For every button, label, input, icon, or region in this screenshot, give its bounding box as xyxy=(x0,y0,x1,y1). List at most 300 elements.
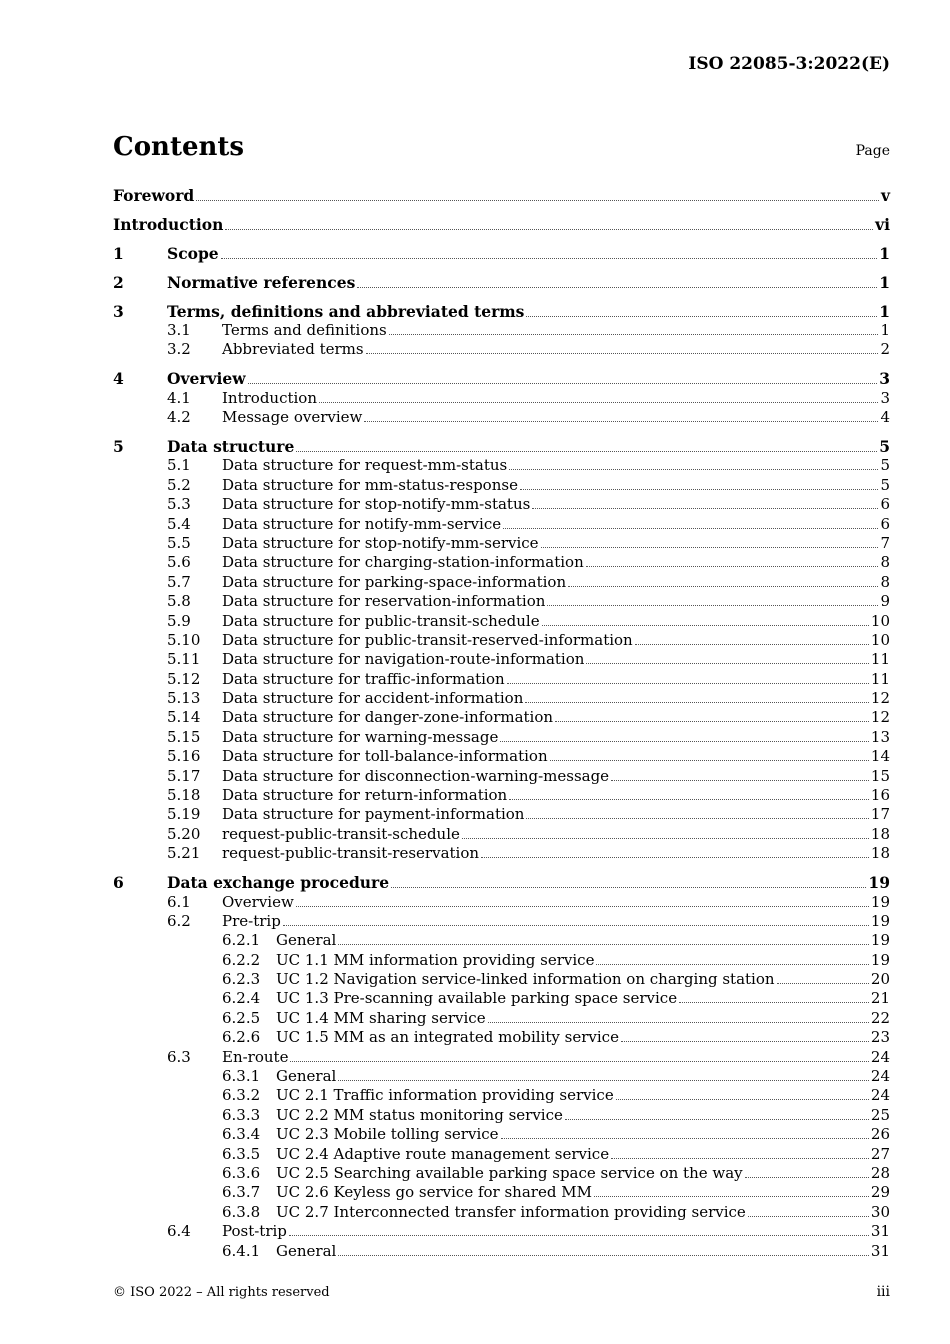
toc-entry-page: 30 xyxy=(870,1202,890,1221)
dot-leader xyxy=(596,964,868,965)
toc-entry-page: 11 xyxy=(870,650,890,669)
toc-entry-line xyxy=(222,408,890,427)
toc-entry-title: Data structure for stop-notify-mm-service xyxy=(222,533,539,552)
toc-entry-title: Data structure for danger-zone-information xyxy=(222,708,554,727)
toc-entry-line xyxy=(167,302,890,322)
toc-entry-line xyxy=(276,931,890,950)
toc-entry-number: 6.2.4 xyxy=(222,989,261,1008)
toc-entry-number: 6.4 xyxy=(167,1222,191,1241)
toc-entry-title: Overview xyxy=(222,892,294,911)
toc-entry-title: UC 2.4 Adaptive route management service xyxy=(276,1144,610,1163)
dot-leader xyxy=(526,818,868,819)
toc-entry[interactable] xyxy=(113,186,890,206)
toc-entry-title: Data structure for notify-mm-service xyxy=(222,514,502,533)
toc-entry-line xyxy=(222,893,890,912)
dot-leader xyxy=(525,702,869,703)
toc-entry-line xyxy=(222,786,890,805)
toc-entry-line xyxy=(113,186,890,206)
toc-entry[interactable] xyxy=(113,437,890,457)
toc-entry-title: UC 1.3 Pre-scanning available parking space service xyxy=(276,989,678,1008)
copyright-notice: © ISO 2022 – All rights reserved xyxy=(113,1285,330,1300)
toc-entry[interactable] xyxy=(113,970,890,989)
toc-entry-line xyxy=(222,340,890,359)
toc-entry[interactable] xyxy=(113,825,890,844)
toc-entry-number: 5.4 xyxy=(167,514,191,533)
dot-leader xyxy=(509,469,878,470)
page-column-label: Page xyxy=(855,143,890,159)
toc-entry-title: Data structure for navigation-route-information xyxy=(222,650,585,669)
toc-entry-line xyxy=(276,989,890,1008)
toc-entry[interactable] xyxy=(113,456,890,475)
toc-entry-number: 6 xyxy=(113,873,124,892)
toc-entry[interactable] xyxy=(113,650,890,669)
toc-entry-title: Introduction xyxy=(113,214,224,234)
dot-leader xyxy=(550,760,869,761)
toc-entry-title: UC 1.4 MM sharing service xyxy=(276,1008,486,1027)
toc-entry-line xyxy=(222,534,890,553)
toc-entry-number: 6.3.6 xyxy=(222,1163,261,1182)
page-number: iii xyxy=(876,1284,890,1300)
toc-entry-number: 6.2.6 xyxy=(222,1028,261,1047)
dot-leader xyxy=(777,983,869,984)
toc-entry-title: Data structure for disconnection-warning-message xyxy=(222,766,610,785)
toc-entry-title: Data structure xyxy=(167,436,295,456)
toc-entry-title: Foreword xyxy=(113,186,195,205)
toc-entry-title: General xyxy=(276,931,337,950)
toc-entry-title: Message overview xyxy=(222,408,363,427)
toc-entry-title: UC 2.2 MM status monitoring service xyxy=(276,1105,563,1124)
toc-entry-page: 6 xyxy=(880,514,890,533)
toc-entry[interactable] xyxy=(113,951,890,970)
toc-entry[interactable] xyxy=(113,670,890,689)
dot-leader xyxy=(289,1235,869,1236)
toc-entry-line xyxy=(222,631,890,650)
toc-entry[interactable] xyxy=(113,931,890,950)
dot-leader xyxy=(338,1080,869,1081)
dot-leader xyxy=(635,644,869,645)
toc-entry[interactable] xyxy=(113,515,890,534)
toc-entry[interactable] xyxy=(113,1242,890,1261)
toc-entry-title: General xyxy=(276,1241,337,1260)
toc-entry-title: Data structure for charging-station-information xyxy=(222,553,584,572)
toc-entry-page: 26 xyxy=(870,1125,890,1144)
dot-leader xyxy=(357,287,877,288)
dot-leader xyxy=(481,857,869,858)
toc-entry[interactable] xyxy=(113,573,890,592)
toc-entry-title: Data structure for toll-balance-information xyxy=(222,747,548,766)
toc-entry-title: Data structure for public-transit-reserved-information xyxy=(222,630,633,649)
toc-entry[interactable] xyxy=(113,893,890,912)
dot-leader xyxy=(611,780,869,781)
dot-leader xyxy=(565,1119,869,1120)
toc-entry-line xyxy=(276,1086,890,1105)
dot-leader xyxy=(503,528,878,529)
toc-entry-number: 4 xyxy=(113,369,124,389)
toc-entry[interactable] xyxy=(113,631,890,650)
toc-entry-number: 6.2 xyxy=(167,911,191,930)
dot-leader xyxy=(621,1041,869,1042)
toc-entry-line xyxy=(222,825,890,844)
toc-entry-page: 19 xyxy=(870,911,890,930)
toc-entry-number: 6.3.4 xyxy=(222,1125,261,1144)
toc-entry-number: 5.17 xyxy=(167,766,201,785)
toc-entry-title: Introduction xyxy=(222,388,317,407)
toc-entry-page: 6 xyxy=(880,495,890,514)
toc-entry[interactable] xyxy=(113,786,890,805)
toc-entry[interactable] xyxy=(113,592,890,611)
toc-entry-page: 18 xyxy=(870,844,890,863)
toc-entry-title: Data structure for mm-status-response xyxy=(222,475,518,494)
toc-entry-number: 6.3.1 xyxy=(222,1067,261,1086)
toc-entry-page: v xyxy=(880,186,890,205)
toc-entry-number: 5.7 xyxy=(167,572,191,591)
toc-entry-number: 5.3 xyxy=(167,495,191,514)
toc-entry-line xyxy=(276,1067,890,1086)
toc-entry-line xyxy=(222,321,890,340)
toc-entry-page: 29 xyxy=(870,1183,890,1202)
toc-entry-title: Terms, definitions and abbreviated terms xyxy=(167,301,525,321)
toc-entry[interactable] xyxy=(113,1164,890,1183)
toc-entry-page: 19 xyxy=(868,873,890,892)
toc-entry-page: 20 xyxy=(870,970,890,989)
toc-entry-number: 5.8 xyxy=(167,592,191,611)
dot-leader xyxy=(501,1138,869,1139)
toc-entry-title: request-public-transit-schedule xyxy=(222,824,460,843)
toc-entry-number: 5.14 xyxy=(167,708,201,727)
toc-entry-page: 25 xyxy=(870,1105,890,1124)
dot-leader xyxy=(366,353,879,354)
toc-entry-line xyxy=(276,1028,890,1047)
toc-entry-page: 1 xyxy=(879,272,890,292)
toc-entry[interactable] xyxy=(113,1145,890,1164)
toc-entry-number: 2 xyxy=(113,272,124,292)
dot-leader xyxy=(488,1022,869,1023)
toc-entry-line xyxy=(222,844,890,863)
toc-entry-page: 17 xyxy=(870,805,890,824)
toc-entry-line xyxy=(222,456,890,475)
toc-entry-title: Pre-trip xyxy=(222,911,281,930)
toc-entry-title: UC 2.5 Searching available parking space service on the way xyxy=(276,1163,743,1182)
toc-entry[interactable] xyxy=(113,873,890,893)
toc-entry-title: UC 1.2 Navigation service-linked information on charging station xyxy=(276,970,775,989)
dot-leader xyxy=(338,944,869,945)
toc-entry-title: Data structure for traffic-information xyxy=(222,669,505,688)
dot-leader xyxy=(225,229,873,230)
toc-entry-title: Post-trip xyxy=(222,1222,287,1241)
toc-entry-page: 5 xyxy=(879,436,890,456)
document-id: ISO 22085-3:2022(E) xyxy=(688,54,890,74)
toc-entry-number: 4.1 xyxy=(167,388,191,407)
dot-leader xyxy=(532,508,878,509)
dot-leader xyxy=(745,1177,869,1178)
toc-entry-page: 9 xyxy=(880,592,890,611)
toc-entry-page: 21 xyxy=(870,989,890,1008)
toc-entry-line xyxy=(276,951,890,970)
toc-entry[interactable] xyxy=(113,1028,890,1047)
toc-entry[interactable] xyxy=(113,369,890,389)
toc-entry[interactable] xyxy=(113,389,890,408)
toc-entry-line xyxy=(222,805,890,824)
toc-entry-number: 5.12 xyxy=(167,669,201,688)
toc-entry-line xyxy=(222,573,890,592)
dot-leader xyxy=(296,906,869,907)
toc-entry-line xyxy=(222,670,890,689)
toc-entry-title: Abbreviated terms xyxy=(222,340,364,359)
toc-entry-line xyxy=(222,1222,890,1241)
toc-entry-line xyxy=(276,1164,890,1183)
toc-entry-title: Data structure for reservation-information xyxy=(222,592,546,611)
toc-entry-number: 5.6 xyxy=(167,553,191,572)
toc-entry-page: 15 xyxy=(870,766,890,785)
toc-entry-page: 4 xyxy=(880,408,890,427)
toc-entry-number: 6.3.8 xyxy=(222,1202,261,1221)
toc-entry-number: 6.2.5 xyxy=(222,1008,261,1027)
toc-entry-title: Data exchange procedure xyxy=(167,873,390,892)
toc-entry-title: UC 2.3 Mobile tolling service xyxy=(276,1125,499,1144)
table-of-contents xyxy=(113,186,890,1261)
toc-entry[interactable] xyxy=(113,495,890,514)
toc-entry-number: 6.3.3 xyxy=(222,1105,261,1124)
toc-entry[interactable] xyxy=(113,302,890,322)
toc-entry-title: En-route xyxy=(222,1047,289,1066)
toc-entry[interactable] xyxy=(113,476,890,495)
toc-entry-number: 6.2.2 xyxy=(222,950,261,969)
toc-entry-number: 5.20 xyxy=(167,824,201,843)
dot-leader xyxy=(586,566,879,567)
toc-entry-page: 5 xyxy=(880,456,890,475)
toc-entry[interactable] xyxy=(113,1203,890,1222)
dot-leader xyxy=(679,1002,869,1003)
toc-entry-title: request-public-transit-reservation xyxy=(222,844,480,863)
toc-entry-number: 4.2 xyxy=(167,408,191,427)
toc-entry-title: UC 2.1 Traffic information providing service xyxy=(276,1086,614,1105)
toc-entry[interactable] xyxy=(113,767,890,786)
toc-entry-page: 28 xyxy=(870,1163,890,1182)
toc-entry-line xyxy=(222,592,890,611)
dot-leader xyxy=(248,383,878,384)
dot-leader xyxy=(542,625,869,626)
toc-entry-page: 5 xyxy=(880,475,890,494)
toc-entry[interactable] xyxy=(113,534,890,553)
toc-entry[interactable] xyxy=(113,408,890,427)
toc-entry-number: 5.13 xyxy=(167,689,201,708)
dot-leader xyxy=(586,663,868,664)
toc-entry-page: 1 xyxy=(879,243,890,263)
toc-entry-page: 11 xyxy=(870,669,890,688)
toc-entry-line xyxy=(167,244,890,264)
dot-leader xyxy=(520,489,879,490)
toc-entry-line xyxy=(276,1203,890,1222)
dot-leader xyxy=(616,1099,869,1100)
toc-entry[interactable] xyxy=(113,321,890,340)
toc-entry-number: 5.16 xyxy=(167,747,201,766)
toc-entry-line xyxy=(276,970,890,989)
toc-entry-line xyxy=(276,1106,890,1125)
toc-entry[interactable] xyxy=(113,273,890,293)
toc-entry-number: 5 xyxy=(113,436,124,456)
dot-leader xyxy=(594,1196,869,1197)
dot-leader xyxy=(389,334,879,335)
toc-entry-line xyxy=(276,1145,890,1164)
toc-entry[interactable] xyxy=(113,612,890,631)
dot-leader xyxy=(500,741,869,742)
toc-entry-page: 3 xyxy=(879,369,890,389)
toc-entry-number: 3 xyxy=(113,301,124,321)
toc-entry-number: 5.10 xyxy=(167,630,201,649)
toc-entry-title: UC 2.6 Keyless go service for shared MM xyxy=(276,1183,592,1202)
toc-entry-page: 14 xyxy=(870,747,890,766)
toc-entry[interactable] xyxy=(113,340,890,359)
toc-entry[interactable] xyxy=(113,1067,890,1086)
toc-entry-line xyxy=(222,495,890,514)
dot-leader xyxy=(568,586,878,587)
toc-entry-line xyxy=(167,369,890,389)
toc-entry-page: 31 xyxy=(870,1222,890,1241)
dot-leader xyxy=(507,683,869,684)
toc-entry-line xyxy=(222,912,890,931)
toc-entry-title: General xyxy=(276,1067,337,1086)
toc-entry[interactable] xyxy=(113,912,890,931)
toc-entry-page: 12 xyxy=(870,708,890,727)
dot-leader xyxy=(391,887,866,888)
toc-entry-page: 24 xyxy=(870,1067,890,1086)
toc-entry-page: 31 xyxy=(870,1241,890,1260)
toc-entry-page: 19 xyxy=(870,931,890,950)
toc-entry-page: 7 xyxy=(880,533,890,552)
toc-entry-page: 8 xyxy=(880,572,890,591)
toc-entry-page: 19 xyxy=(870,950,890,969)
toc-entry-title: Data structure for public-transit-schedule xyxy=(222,611,540,630)
toc-entry[interactable] xyxy=(113,1009,890,1028)
toc-entry-line xyxy=(222,612,890,631)
toc-entry[interactable] xyxy=(113,1048,890,1067)
toc-entry-line xyxy=(222,553,890,572)
toc-entry[interactable] xyxy=(113,805,890,824)
toc-entry[interactable] xyxy=(113,1222,890,1241)
toc-entry-number: 6.4.1 xyxy=(222,1241,261,1260)
toc-entry[interactable] xyxy=(113,553,890,572)
dot-leader xyxy=(541,547,879,548)
toc-entry-number: 5.2 xyxy=(167,475,191,494)
toc-entry-line xyxy=(167,437,890,457)
toc-entry-page: 12 xyxy=(870,689,890,708)
toc-entry-page: 13 xyxy=(870,727,890,746)
toc-entry[interactable] xyxy=(113,844,890,863)
toc-entry[interactable] xyxy=(113,747,890,766)
toc-entry-line xyxy=(167,273,890,293)
toc-entry-page: 10 xyxy=(870,630,890,649)
toc-entry-number: 5.11 xyxy=(167,650,201,669)
toc-entry-line xyxy=(222,650,890,669)
toc-entry-line xyxy=(222,1048,890,1067)
toc-entry-number: 5.18 xyxy=(167,786,201,805)
toc-entry-line xyxy=(222,747,890,766)
toc-entry-title: UC 2.7 Interconnected transfer information providing service xyxy=(276,1202,746,1221)
dot-leader xyxy=(338,1255,869,1256)
toc-entry-title: Data structure for return-information xyxy=(222,786,508,805)
toc-entry-number: 3.2 xyxy=(167,340,191,359)
toc-entry-page: 19 xyxy=(870,892,890,911)
toc-entry-line xyxy=(167,873,890,893)
toc-entry-number: 1 xyxy=(113,243,124,263)
toc-entry-page: 16 xyxy=(870,786,890,805)
toc-entry-title: Terms and definitions xyxy=(222,321,387,340)
toc-entry-number: 3.1 xyxy=(167,321,191,340)
toc-entry-line xyxy=(222,515,890,534)
toc-entry-number: 5.21 xyxy=(167,844,201,863)
toc-entry-line xyxy=(113,215,890,235)
toc-entry-number: 6.3.7 xyxy=(222,1183,261,1202)
toc-entry-page: 23 xyxy=(870,1028,890,1047)
toc-entry-number: 6.2.1 xyxy=(222,931,261,950)
toc-entry-number: 5.9 xyxy=(167,611,191,630)
toc-entry-line xyxy=(222,389,890,408)
toc-entry-page: 22 xyxy=(870,1008,890,1027)
toc-entry-title: Data structure for accident-information xyxy=(222,689,524,708)
toc-entry[interactable] xyxy=(113,215,890,235)
toc-entry-number: 5.1 xyxy=(167,456,191,475)
toc-entry-page: 2 xyxy=(880,340,890,359)
toc-entry[interactable] xyxy=(113,728,890,747)
toc-entry-title: Data structure for request-mm-status xyxy=(222,456,508,475)
dot-leader xyxy=(547,605,878,606)
toc-entry-page: 27 xyxy=(870,1144,890,1163)
dot-leader xyxy=(462,838,869,839)
toc-entry-title: Scope xyxy=(167,243,219,263)
toc-entry-title: Data structure for stop-notify-mm-status xyxy=(222,495,531,514)
toc-entry-title: UC 1.1 MM information providing service xyxy=(276,950,595,969)
toc-entry[interactable] xyxy=(113,708,890,727)
toc-entry-line xyxy=(276,1183,890,1202)
toc-entry[interactable] xyxy=(113,244,890,264)
dot-leader xyxy=(319,402,878,403)
dot-leader xyxy=(221,258,878,259)
toc-entry-page: 8 xyxy=(880,553,890,572)
dot-leader xyxy=(526,316,877,317)
toc-entry-page: 24 xyxy=(870,1047,890,1066)
dot-leader xyxy=(290,1061,868,1062)
toc-entry-number: 6.2.3 xyxy=(222,970,261,989)
toc-entry-line xyxy=(276,1009,890,1028)
toc-entry-page: 3 xyxy=(880,388,890,407)
dot-leader xyxy=(283,925,869,926)
toc-entry-page: 24 xyxy=(870,1086,890,1105)
toc-entry[interactable] xyxy=(113,1086,890,1105)
toc-entry-number: 5.19 xyxy=(167,805,201,824)
toc-entry[interactable] xyxy=(113,689,890,708)
toc-entry-page: 1 xyxy=(879,301,890,321)
toc-entry-number: 6.3.2 xyxy=(222,1086,261,1105)
toc-entry-line xyxy=(222,728,890,747)
toc-entry-title: Data structure for payment-information xyxy=(222,805,525,824)
dot-leader xyxy=(364,421,878,422)
toc-entry-number: 5.5 xyxy=(167,533,191,552)
dot-leader xyxy=(611,1158,869,1159)
toc-entry-line xyxy=(222,476,890,495)
toc-entry[interactable] xyxy=(113,1106,890,1125)
dot-leader xyxy=(509,799,869,800)
toc-entry-page: 10 xyxy=(870,611,890,630)
toc-entry[interactable] xyxy=(113,989,890,1008)
toc-entry[interactable] xyxy=(113,1125,890,1144)
toc-entry-line xyxy=(222,708,890,727)
toc-entry-title: Data structure for warning-message xyxy=(222,727,499,746)
toc-entry[interactable] xyxy=(113,1183,890,1202)
toc-entry-title: UC 1.5 MM as an integrated mobility service xyxy=(276,1028,619,1047)
toc-entry-title: Overview xyxy=(167,369,246,389)
toc-entry-number: 6.1 xyxy=(167,892,191,911)
toc-entry-page: vi xyxy=(875,214,890,234)
